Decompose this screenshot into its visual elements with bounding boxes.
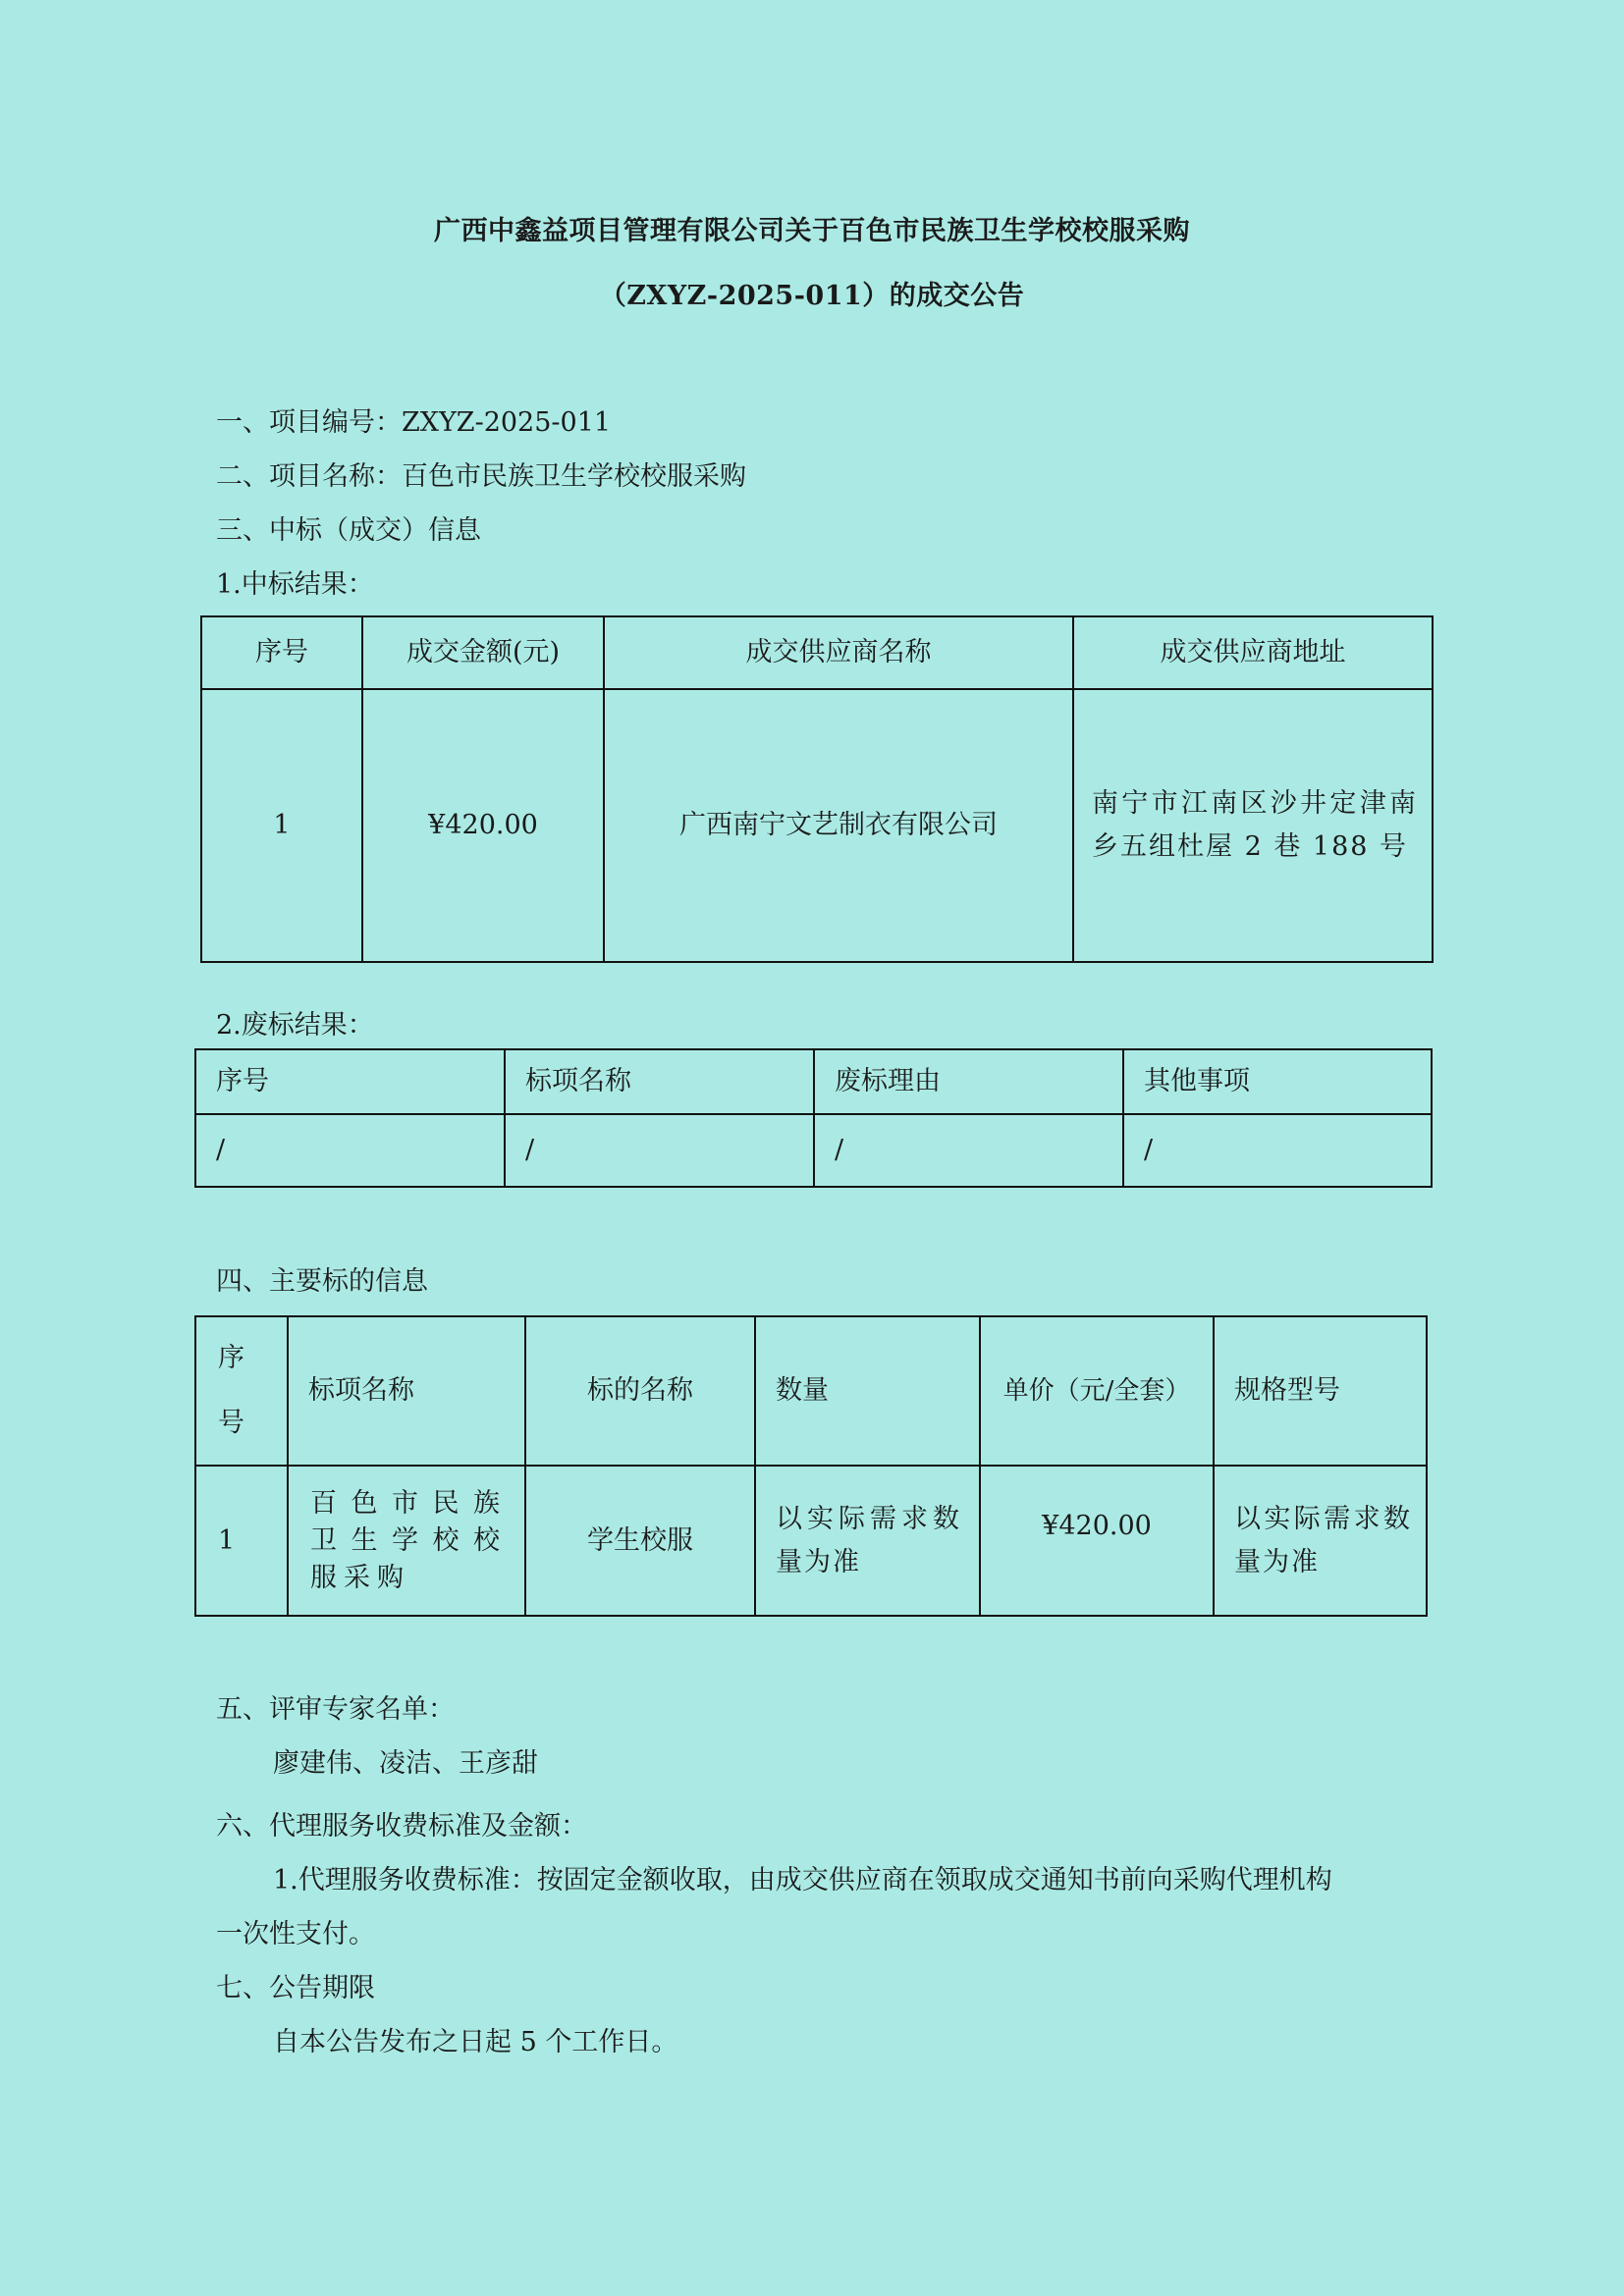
section-award-info: 三、中标（成交）信息 <box>216 515 481 546</box>
project-number: 一、项目编号：ZXYZ-2025-011 <box>216 407 612 438</box>
void-row-reason: / <box>814 1114 1123 1187</box>
subject-header-quantity: 数量 <box>755 1316 980 1466</box>
void-header-other: 其他事项 <box>1123 1049 1432 1114</box>
subject-header-price: 单价（元/全套） <box>980 1316 1214 1466</box>
subject-header-subject: 标的名称 <box>525 1316 755 1466</box>
subject-row-spec: 以实际需求数量为准 <box>1214 1466 1427 1616</box>
subject-table-header <box>195 1316 1427 1466</box>
subject-header-spec: 规格型号 <box>1214 1316 1427 1466</box>
award-table <box>200 615 1434 963</box>
award-row-supplier: 广西南宁文艺制衣有限公司 <box>604 689 1073 962</box>
subject-header-item: 标项名称 <box>288 1316 525 1466</box>
award-row-amount: ¥420.00 <box>362 689 604 962</box>
award-row-address: 南宁市江南区沙井定津南乡五组杜屋 2 巷 188 号 <box>1073 689 1433 962</box>
subject-row-no: 1 <box>195 1466 288 1616</box>
void-header-reason: 废标理由 <box>814 1049 1123 1114</box>
award-header-supplier: 成交供应商名称 <box>604 616 1073 689</box>
award-result-heading: 1.中标结果： <box>216 569 374 600</box>
void-row-no: / <box>195 1114 505 1187</box>
subject-row-price: ¥420.00 <box>980 1466 1214 1616</box>
agency-fee-standard: 1.代理服务收费标准：按固定金额收取，由成交供应商在领取成交通知书前向采购代理机构 <box>273 1865 1332 1896</box>
award-header-amount: 成交金额(元) <box>362 616 604 689</box>
notice-period-text: 自本公告发布之日起 5 个工作日。 <box>273 2027 678 2057</box>
section-agency-fee: 六、代理服务收费标准及金额： <box>216 1811 587 1842</box>
void-table <box>194 1048 1433 1188</box>
agency-fee-standard-cont: 一次性支付。 <box>216 1919 375 1949</box>
subject-header-no: 序号 <box>195 1316 288 1466</box>
table-row <box>201 689 1433 962</box>
table-row <box>195 1114 1432 1187</box>
void-header-item: 标项名称 <box>505 1049 814 1114</box>
void-row-other: / <box>1123 1114 1432 1187</box>
title-line-2: （ZXYZ-2025-011）的成交公告 <box>599 281 1025 311</box>
subject-row-quantity: 以实际需求数量为准 <box>755 1466 980 1616</box>
award-table-header <box>201 616 1433 689</box>
void-result-heading: 2.废标结果： <box>216 1010 374 1041</box>
project-name: 二、项目名称：百色市民族卫生学校校服采购 <box>216 461 746 492</box>
table-row <box>195 1466 1427 1616</box>
title-line-1: 广西中鑫益项目管理有限公司关于百色市民族卫生学校校服采购 <box>434 216 1190 246</box>
subject-row-subject-name: 学生校服 <box>525 1466 755 1616</box>
expert-names: 廖建伟、凌洁、王彦甜 <box>273 1748 538 1779</box>
void-header-no: 序号 <box>195 1049 505 1114</box>
section-subject-info: 四、主要标的信息 <box>216 1266 428 1297</box>
award-header-address: 成交供应商地址 <box>1073 616 1433 689</box>
award-row-no: 1 <box>201 689 362 962</box>
void-row-item: / <box>505 1114 814 1187</box>
void-table-header <box>195 1049 1432 1114</box>
subject-table <box>194 1315 1428 1617</box>
section-notice-period: 七、公告期限 <box>216 1973 375 2003</box>
award-header-no: 序号 <box>201 616 362 689</box>
section-experts: 五、评审专家名单： <box>216 1694 455 1725</box>
subject-row-item-name: 百色市民族卫生学校校服采购 <box>288 1466 525 1616</box>
